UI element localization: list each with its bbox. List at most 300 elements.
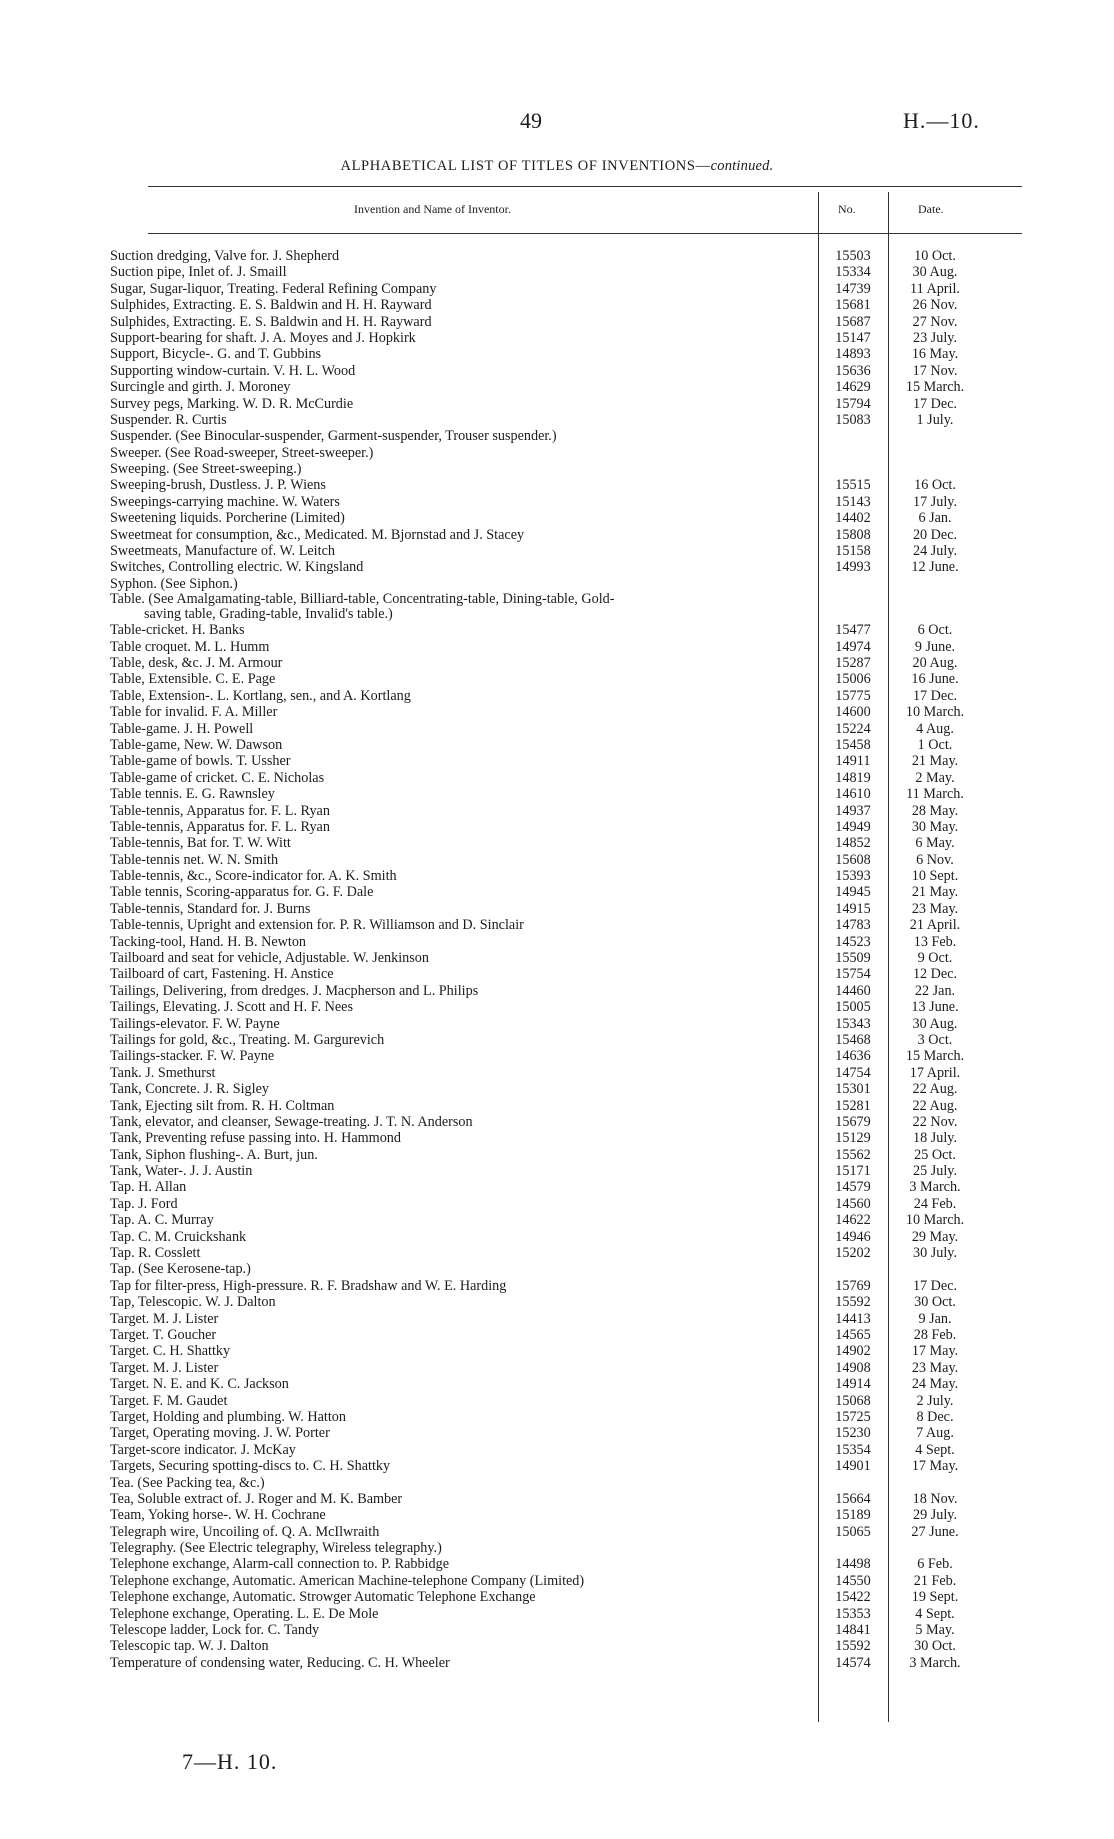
list-item xyxy=(0,622,1114,638)
patent-number: 14893 xyxy=(835,346,871,363)
list-item xyxy=(0,264,1114,280)
invention-entry xyxy=(110,1179,810,1195)
invention-text: Syphon. (See Siphon.) xyxy=(110,575,238,592)
patent-date: 21 April. xyxy=(909,917,961,934)
patent-number: 15515 xyxy=(835,477,871,494)
patent-number: 14610 xyxy=(835,786,871,803)
patent-date: 9 Jan. xyxy=(918,1310,952,1327)
list-item xyxy=(0,1442,1114,1458)
invention-text: Suction pipe, Inlet of. J. Smaill xyxy=(110,264,287,281)
patent-number: 14908 xyxy=(835,1359,871,1376)
list-title-suffix: continued. xyxy=(710,158,774,174)
invention-entry xyxy=(110,1098,810,1114)
list-item xyxy=(0,428,1114,444)
patent-number: 14852 xyxy=(835,835,871,852)
patent-number: 14565 xyxy=(835,1327,871,1343)
invention-entry xyxy=(110,1311,810,1327)
list-item xyxy=(0,1311,1114,1327)
patent-number: 15065 xyxy=(835,1523,871,1540)
patent-date: 13 Feb. xyxy=(913,933,957,950)
patent-number: 15171 xyxy=(835,1163,871,1180)
patent-date: 15 March. xyxy=(905,1048,965,1065)
list-item xyxy=(0,1589,1114,1605)
invention-entry xyxy=(110,819,810,835)
patent-number: 15608 xyxy=(835,851,871,868)
invention-entry xyxy=(110,1114,810,1130)
invention-text: Tailboard and seat for vehicle, Adjustable. W. Jenkinson xyxy=(110,950,429,967)
page-reference: H.—10. xyxy=(903,108,980,133)
invention-entry xyxy=(110,1294,810,1310)
invention-text: Tailings, Delivering, from dredges. J. Macpherson and L. Philips xyxy=(110,982,479,999)
invention-text: Survey pegs, Marking. W. D. R. McCurdie xyxy=(110,395,354,412)
patent-date: 18 July. xyxy=(912,1130,957,1147)
list-item xyxy=(0,1294,1114,1310)
invention-text: Tank, Water-. J. J. Austin xyxy=(110,1163,253,1180)
list-item xyxy=(0,1343,1114,1359)
invention-entry xyxy=(110,901,810,917)
invention-text: Tap. (See Kerosene-tap.) xyxy=(110,1261,251,1278)
list-item xyxy=(0,1016,1114,1032)
invention-entry xyxy=(110,803,810,819)
invention-text: Telephone exchange, Operating. L. E. De Mole xyxy=(110,1605,379,1622)
patent-date: 6 Nov. xyxy=(916,851,954,868)
patent-date: 1 July. xyxy=(916,411,954,428)
patent-date: 20 Dec. xyxy=(912,526,958,543)
list-item xyxy=(0,1540,1114,1556)
list-item xyxy=(0,461,1114,477)
invention-text: Tap. C. M. Cruickshank xyxy=(110,1228,247,1245)
list-item xyxy=(0,510,1114,526)
invention-entry xyxy=(110,671,810,687)
patent-number: 14560 xyxy=(835,1195,871,1212)
page-signature: 7—H. 10. xyxy=(182,1749,278,1774)
patent-number: 14579 xyxy=(835,1179,871,1196)
list-item xyxy=(0,786,1114,802)
patent-date: 11 March. xyxy=(906,786,964,803)
list-item xyxy=(0,1393,1114,1409)
invention-entry xyxy=(110,1638,810,1654)
patent-number: 15202 xyxy=(835,1245,871,1262)
invention-entry xyxy=(110,721,810,737)
patent-number: 14946 xyxy=(835,1228,871,1245)
patent-number: 15143 xyxy=(835,493,871,510)
list-item xyxy=(0,1098,1114,1114)
invention-entry xyxy=(110,461,810,477)
invention-text: Target. N. E. and K. C. Jackson xyxy=(110,1376,289,1393)
list-item xyxy=(0,983,1114,999)
invention-text: Tap for filter-press, High-pressure. R. F. Bradshaw and W. E. Harding xyxy=(110,1277,507,1294)
invention-text: Tea, Soluble extract of. J. Roger and M. K. Bamber xyxy=(110,1490,403,1507)
list-item xyxy=(0,803,1114,819)
invention-entry xyxy=(110,1442,810,1458)
invention-text: Telephone exchange, Automatic. American Machine-telephone Company (Limited) xyxy=(110,1572,585,1589)
list-item xyxy=(0,704,1114,720)
patent-number: 15562 xyxy=(835,1146,871,1163)
patent-number: 15679 xyxy=(835,1113,871,1130)
patent-date: 16 Oct. xyxy=(914,477,956,494)
patent-date: 21 May. xyxy=(911,753,959,770)
invention-entry xyxy=(110,445,810,461)
list-item xyxy=(0,477,1114,493)
patent-number: 14915 xyxy=(835,900,871,917)
patent-date: 25 Oct. xyxy=(914,1146,956,1163)
patent-date: 17 July. xyxy=(912,493,957,510)
invention-entry xyxy=(110,688,810,704)
list-item xyxy=(0,576,1114,592)
invention-entry xyxy=(110,264,810,280)
patent-date: 13 June. xyxy=(911,999,959,1016)
invention-text: Sweetmeats, Manufacture of. W. Leitch xyxy=(110,543,335,560)
invention-entry xyxy=(110,576,810,592)
list-item xyxy=(0,1261,1114,1277)
invention-entry xyxy=(110,1393,810,1409)
column-header-invention: Invention and Name of Inventor. xyxy=(354,202,511,216)
invention-text: Table, Extension-. L. Kortlang, sen., and A. Kortlang xyxy=(110,687,411,704)
list-item xyxy=(0,1556,1114,1572)
list-item xyxy=(0,543,1114,559)
patent-number: 15158 xyxy=(835,543,871,560)
patent-date: 28 Feb. xyxy=(913,1327,957,1343)
list-item xyxy=(0,884,1114,900)
list-title xyxy=(0,158,1114,175)
invention-text: Telescopic tap. W. J. Dalton xyxy=(110,1638,269,1655)
list-item xyxy=(0,559,1114,575)
patent-date: 19 Sept. xyxy=(911,1589,959,1606)
list-item xyxy=(0,721,1114,737)
list-item xyxy=(0,1638,1114,1654)
invention-text: Table. (See Amalgamating-table, Billiard-table, Concentrating-table, Dining-table, Gold- xyxy=(110,592,615,608)
invention-entry xyxy=(110,527,810,543)
list-item xyxy=(0,1032,1114,1048)
invention-text: Table-tennis net. W. N. Smith xyxy=(110,851,279,868)
patent-number: 14460 xyxy=(835,982,871,999)
invention-entry xyxy=(110,1048,810,1064)
patent-date: 22 Jan. xyxy=(914,982,956,999)
invention-text: Table-tennis, Apparatus for. F. L. Ryan xyxy=(110,802,330,819)
patent-number: 14636 xyxy=(835,1048,871,1065)
invention-text: Tailboard of cart, Fastening. H. Anstice xyxy=(110,966,334,983)
patent-date: 9 Oct. xyxy=(917,950,953,967)
invention-entry xyxy=(110,396,810,412)
invention-entry xyxy=(110,1556,810,1572)
patent-number: 14574 xyxy=(835,1654,871,1671)
invention-text: Tank, Concrete. J. R. Sigley xyxy=(110,1081,269,1098)
patent-date: 15 March. xyxy=(905,379,965,396)
patent-number: 14550 xyxy=(835,1572,871,1589)
patent-number: 14523 xyxy=(835,933,871,950)
patent-number: 15005 xyxy=(835,999,871,1016)
list-item xyxy=(0,934,1114,950)
list-item xyxy=(0,1114,1114,1130)
invention-text: Tea. (See Packing tea, &c.) xyxy=(110,1474,265,1491)
list-item xyxy=(0,917,1114,933)
invention-entry xyxy=(110,412,810,428)
patent-number: 14600 xyxy=(835,704,871,721)
list-item xyxy=(0,901,1114,917)
patent-number: 15301 xyxy=(835,1081,871,1098)
invention-text: Telephone exchange, Alarm-call connection to. P. Rabbidge xyxy=(110,1556,450,1573)
list-item xyxy=(0,1245,1114,1261)
patent-number: 14783 xyxy=(835,917,871,934)
patent-date: 10 March. xyxy=(905,1212,965,1229)
patent-number: 15503 xyxy=(835,248,871,264)
invention-text: Sulphides, Extracting. E. S. Baldwin and H. H. Rayward xyxy=(110,297,432,314)
patent-number: 15794 xyxy=(835,395,871,412)
invention-text: Target, Holding and plumbing. W. Hatton xyxy=(110,1408,346,1425)
list-item xyxy=(0,1524,1114,1540)
patent-date: 6 May. xyxy=(915,835,955,852)
patent-number: 15458 xyxy=(835,736,871,753)
patent-number: 15147 xyxy=(835,329,871,346)
invention-entry xyxy=(110,592,810,622)
patent-number: 15393 xyxy=(835,868,871,885)
patent-number: 15769 xyxy=(835,1277,871,1294)
invention-text: Telephone exchange, Automatic. Strowger Automatic Telephone Exchange xyxy=(110,1589,536,1606)
invention-entry xyxy=(110,1491,810,1507)
list-item xyxy=(0,868,1114,884)
invention-text: Target. M. J. Lister xyxy=(110,1310,219,1327)
list-item xyxy=(0,1573,1114,1589)
invention-entry xyxy=(110,639,810,655)
patent-number: 15754 xyxy=(835,966,871,983)
invention-entry xyxy=(110,1655,810,1671)
patent-number: 14902 xyxy=(835,1343,871,1360)
patent-date: 22 Aug. xyxy=(912,1097,958,1114)
patent-date: 27 June. xyxy=(911,1523,959,1540)
invention-text: Sweetmeat for consumption, &c., Medicated. M. Bjornstad and J. Stacey xyxy=(110,526,525,543)
patent-number: 15468 xyxy=(835,1031,871,1048)
invention-text: Sulphides, Extracting. E. S. Baldwin and H. H. Rayward xyxy=(110,313,432,330)
patent-number: 15725 xyxy=(835,1408,871,1425)
invention-entry xyxy=(110,1360,810,1376)
invention-entry xyxy=(110,1507,810,1523)
list-item xyxy=(0,1507,1114,1523)
patent-number: 14754 xyxy=(835,1064,871,1081)
patent-date: 10 March. xyxy=(905,704,965,721)
patent-number: 14937 xyxy=(835,802,871,819)
list-item xyxy=(0,1622,1114,1638)
patent-number: 15681 xyxy=(835,297,871,314)
invention-text: Tap. J. Ford xyxy=(110,1195,178,1212)
inventions-list xyxy=(0,248,1114,1671)
invention-entry xyxy=(110,966,810,982)
patent-date: 17 Dec. xyxy=(912,1277,958,1294)
invention-text: Temperature of condensing water, Reducing. C. H. Wheeler xyxy=(110,1654,450,1671)
invention-text: Target. F. M. Gaudet xyxy=(110,1392,228,1409)
invention-entry xyxy=(110,770,810,786)
patent-date: 18 Nov. xyxy=(912,1490,958,1507)
patent-number: 14911 xyxy=(835,753,871,770)
invention-entry xyxy=(110,753,810,769)
invention-text: Team, Yoking horse-. W. H. Cochrane xyxy=(110,1507,326,1524)
list-item xyxy=(0,1229,1114,1245)
invention-entry xyxy=(110,737,810,753)
patent-number: 15287 xyxy=(835,654,871,671)
list-item xyxy=(0,819,1114,835)
list-item xyxy=(0,445,1114,461)
invention-text: Target-score indicator. J. McKay xyxy=(110,1441,296,1458)
list-item xyxy=(0,770,1114,786)
patent-date: 4 Sept. xyxy=(915,1605,955,1622)
invention-entry xyxy=(110,494,810,510)
patent-date: 17 Dec. xyxy=(912,395,958,412)
invention-text: Table tennis, Scoring-apparatus for. G. F. Dale xyxy=(110,884,374,901)
list-item xyxy=(0,655,1114,671)
invention-text: Table-cricket. H. Banks xyxy=(110,622,245,639)
invention-text: Table, Extensible. C. E. Page xyxy=(110,671,276,688)
invention-entry xyxy=(110,1573,810,1589)
invention-text: Sweeper. (See Road-sweeper, Street-sweeper.) xyxy=(110,444,374,461)
patent-date: 26 Nov. xyxy=(912,297,958,314)
patent-date: 4 Aug. xyxy=(916,720,954,737)
column-header-date: Date. xyxy=(918,202,944,216)
invention-entry xyxy=(110,1606,810,1622)
list-item xyxy=(0,1409,1114,1425)
patent-date: 8 Dec. xyxy=(916,1408,954,1425)
patent-date: 4 Sept. xyxy=(915,1441,955,1458)
list-item xyxy=(0,1475,1114,1491)
invention-text: Sweeping. (See Street-sweeping.) xyxy=(110,461,302,478)
invention-text: Table for invalid. F. A. Miller xyxy=(110,704,278,721)
invention-entry xyxy=(110,1032,810,1048)
patent-date: 30 Oct. xyxy=(914,1638,956,1655)
patent-date: 23 May. xyxy=(911,900,959,917)
invention-text: Tacking-tool, Hand. H. B. Newton xyxy=(110,933,307,950)
invention-text: Tank, Ejecting silt from. R. H. Coltman xyxy=(110,1097,335,1114)
invention-entry xyxy=(110,559,810,575)
patent-date: 7 Aug. xyxy=(916,1425,954,1442)
invention-entry xyxy=(110,1065,810,1081)
patent-date: 30 Oct. xyxy=(914,1294,956,1311)
patent-number: 14629 xyxy=(835,379,871,396)
list-item xyxy=(0,330,1114,346)
invention-entry xyxy=(110,704,810,720)
patent-date: 9 June. xyxy=(914,638,956,655)
patent-number: 15775 xyxy=(835,687,871,704)
invention-text: Tank. J. Smethurst xyxy=(110,1064,216,1081)
patent-date: 3 March. xyxy=(909,1654,961,1671)
patent-date: 17 May. xyxy=(911,1458,959,1475)
patent-number: 15083 xyxy=(835,411,871,428)
patent-number: 14974 xyxy=(835,638,871,655)
invention-text: Tap. H. Allan xyxy=(110,1179,187,1196)
patent-number: 15664 xyxy=(835,1490,871,1507)
patent-date: 6 Oct. xyxy=(917,622,953,639)
patent-date: 24 May. xyxy=(911,1376,959,1393)
invention-entry xyxy=(110,428,810,444)
list-item xyxy=(0,379,1114,395)
invention-text: Tank, Preventing refuse passing into. H. Hammond xyxy=(110,1130,401,1147)
patent-number: 15592 xyxy=(835,1638,871,1655)
invention-text: Table croquet. M. L. Humm xyxy=(110,638,270,655)
patent-date: 21 Feb. xyxy=(913,1572,957,1589)
invention-entry xyxy=(110,1196,810,1212)
list-item xyxy=(0,248,1114,264)
invention-entry xyxy=(110,1278,810,1294)
patent-date: 22 Nov. xyxy=(912,1113,958,1130)
invention-entry xyxy=(110,543,810,559)
patent-number: 14841 xyxy=(835,1622,871,1639)
patent-number: 14819 xyxy=(835,769,871,786)
patent-number: 15592 xyxy=(835,1294,871,1311)
patent-number: 15636 xyxy=(835,362,871,379)
patent-number: 14945 xyxy=(835,884,871,901)
invention-text: Suspender. R. Curtis xyxy=(110,411,227,428)
invention-text: Telegraphy. (See Electric telegraphy, Wireless telegraphy.) xyxy=(110,1540,442,1557)
invention-entry xyxy=(110,1589,810,1605)
list-item xyxy=(0,966,1114,982)
invention-entry xyxy=(110,934,810,950)
invention-text: Table-game of bowls. T. Ussher xyxy=(110,753,291,770)
invention-entry xyxy=(110,1524,810,1540)
list-item xyxy=(0,1425,1114,1441)
list-item xyxy=(0,950,1114,966)
invention-entry xyxy=(110,1130,810,1146)
list-item xyxy=(0,753,1114,769)
invention-entry xyxy=(110,510,810,526)
list-item xyxy=(0,1048,1114,1064)
list-item xyxy=(0,688,1114,704)
list-item xyxy=(0,1606,1114,1622)
invention-entry xyxy=(110,363,810,379)
list-item xyxy=(0,314,1114,330)
invention-text: Table-tennis, Apparatus for. F. L. Ryan xyxy=(110,818,330,835)
invention-entry xyxy=(110,868,810,884)
list-item xyxy=(0,1147,1114,1163)
invention-text: Sweepings-carrying machine. W. Waters xyxy=(110,493,340,510)
patent-number: 15230 xyxy=(835,1425,871,1442)
patent-number: 14739 xyxy=(835,280,871,297)
invention-text: Tailings, Elevating. J. Scott and H. F. Nees xyxy=(110,999,353,1016)
list-item xyxy=(0,999,1114,1015)
invention-text: Table-tennis, &c., Score-indicator for. A. K. Smith xyxy=(110,868,397,885)
invention-entry xyxy=(110,1409,810,1425)
list-item xyxy=(0,852,1114,868)
invention-text: Table, desk, &c. J. M. Armour xyxy=(110,654,283,671)
patent-number: 15687 xyxy=(835,313,871,330)
invention-entry xyxy=(110,1458,810,1474)
invention-entry xyxy=(110,1376,810,1392)
patent-date: 16 June. xyxy=(911,671,959,688)
patent-date: 22 Aug. xyxy=(912,1081,958,1098)
invention-text: Target. M. J. Lister xyxy=(110,1359,219,1376)
page-number: 49 xyxy=(520,108,542,133)
patent-date: 23 May. xyxy=(911,1359,959,1376)
list-item xyxy=(0,1212,1114,1228)
list-item xyxy=(0,363,1114,379)
invention-entry xyxy=(110,622,810,638)
header-rule-top xyxy=(148,186,1022,187)
patent-number: 15189 xyxy=(835,1507,871,1524)
invention-entry xyxy=(110,297,810,313)
invention-text: Target, Operating moving. J. W. Porter xyxy=(110,1425,330,1442)
patent-number: 15353 xyxy=(835,1605,871,1622)
invention-text: Telescope ladder, Lock for. C. Tandy xyxy=(110,1622,320,1639)
invention-entry xyxy=(110,1081,810,1097)
patent-date: 2 July. xyxy=(916,1392,954,1409)
patent-date: 5 May. xyxy=(915,1622,955,1639)
invention-text: Tailings-stacker. F. W. Payne xyxy=(110,1048,275,1065)
invention-entry xyxy=(110,281,810,297)
patent-date: 17 Nov. xyxy=(912,362,958,379)
patent-date: 28 May. xyxy=(911,802,959,819)
list-item xyxy=(0,1278,1114,1294)
invention-text: Target. C. H. Shattky xyxy=(110,1343,231,1360)
invention-entry xyxy=(110,884,810,900)
patent-date: 29 May. xyxy=(911,1228,959,1245)
patent-date: 10 Sept. xyxy=(911,868,959,885)
patent-date: 6 Feb. xyxy=(917,1556,953,1573)
